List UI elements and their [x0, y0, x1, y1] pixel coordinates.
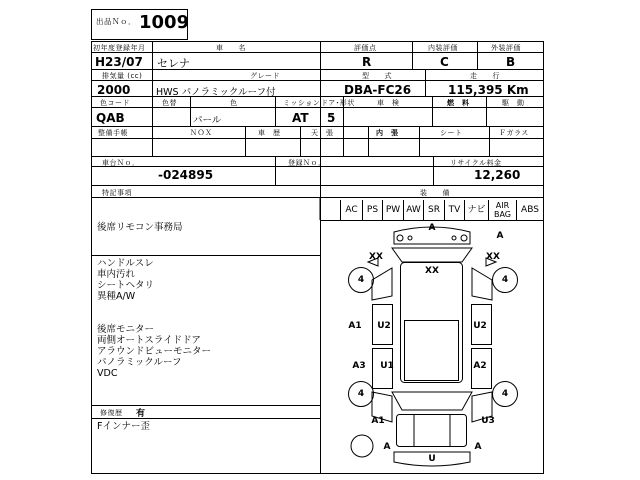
exterior-value: B [506, 55, 516, 69]
manual-label: 整備手帳 [98, 129, 128, 137]
tyre-rear-left: 4 [348, 381, 374, 407]
seat-label: シート [440, 129, 463, 137]
equipment-sr: SR [424, 200, 445, 220]
remarks-block1 [97, 258, 154, 302]
mark-xx-right: XX [486, 252, 500, 262]
mission-value: AT [292, 111, 309, 125]
chassis-label: 車台Ｎｏ． [102, 159, 140, 167]
repair-note: Fインナー歪 [97, 421, 150, 432]
tyre-front-left: 4 [348, 267, 374, 293]
equipment-divider [340, 200, 341, 220]
score-label: 評価点 [354, 44, 377, 52]
equipment-label: 装 備 [420, 189, 450, 197]
mark-xx-left: XX [369, 252, 383, 262]
fglass-label: Ｆガラス [499, 129, 529, 137]
year-value: H23/07 [95, 55, 143, 69]
color-value: パール [193, 115, 222, 126]
doors-value: 5 [327, 111, 336, 125]
repair-value: 有 [136, 409, 146, 419]
remark-line: 異種A/W [97, 291, 136, 302]
remarks-block2 [97, 324, 211, 379]
drive-label: 駆 動 [502, 99, 525, 107]
remark-line: 後席モニター [97, 324, 155, 335]
equipment-airbag: AIR BAG [489, 200, 517, 220]
remark-line: アラウンドビューモニター [97, 346, 212, 357]
color-change-label: 色替 [162, 99, 177, 107]
interior-value: C [440, 55, 449, 69]
chassis-value: -024895 [158, 168, 214, 182]
tyre-front-right: 4 [492, 267, 518, 293]
car-diagram-outline [351, 227, 496, 466]
equipment-tv: TV [445, 200, 465, 220]
color-code-value: QAB [96, 111, 125, 125]
equipment-navi: ナビ [465, 200, 489, 220]
exterior-label: 外装評価 [491, 44, 521, 52]
recycle-value: 12,260 [474, 168, 521, 182]
repair-label: 修復歴 [100, 409, 123, 417]
color-code-label: 色コード [100, 99, 130, 107]
mark-xx-center: XX [425, 266, 439, 276]
interior-trim-label: 内 張 [376, 129, 399, 137]
recycle-label: リサイクル料金 [450, 159, 502, 167]
equipment-pw: PW [383, 200, 404, 220]
remark-line: パノラミックルーフ [97, 357, 182, 368]
mark-a1-bottom: A1 [371, 416, 385, 426]
mark-a3: A3 [352, 361, 366, 371]
equipment-ac: AC [341, 200, 363, 220]
interior-label: 内装評価 [428, 44, 458, 52]
ceiling-label: 天 張 [311, 129, 334, 137]
inspection-label: 車 検 [377, 99, 400, 107]
doors-label: ドア･形状 [321, 99, 355, 107]
mark-a2: A2 [473, 361, 487, 371]
grade-label: グレード [250, 72, 280, 80]
mark-u2-left: U2 [377, 321, 391, 331]
history-label: 車 歴 [258, 129, 281, 137]
model-label: 型 式 [362, 72, 392, 80]
mark-front-a: A [428, 223, 436, 233]
mark-right-a: A [496, 231, 504, 241]
nox-label: ＮＯＸ [190, 129, 213, 137]
tyre-rear-right: 4 [492, 381, 518, 407]
cc-label: 排気量 (cc) [102, 72, 143, 80]
remarks-label: 特記事項 [102, 189, 132, 197]
color-label: 色 [230, 99, 238, 107]
name-value: セレナ [157, 57, 190, 70]
remarks-top: 後席リモコン事務局 [97, 222, 183, 233]
lot-number: 1009 [139, 12, 190, 33]
reg-label: 登録Ｎｏ． [288, 159, 326, 167]
mission-label: ミッション [283, 99, 321, 107]
score-value: R [362, 55, 372, 69]
mileage-value: 115,395 Km [448, 83, 529, 97]
fuel-label: 燃 料 [447, 99, 470, 107]
remark-line: シートヘタリ [97, 280, 155, 291]
mark-u3: U3 [481, 416, 495, 426]
equipment-aw: AW [404, 200, 424, 220]
mark-u1: U1 [380, 361, 394, 371]
remark-line: 両側オートスライドドア [97, 335, 201, 346]
model-value: DBA-FC26 [344, 83, 412, 97]
cc-value: 2000 [97, 83, 131, 97]
mark-u-bottom: U [428, 454, 436, 464]
mark-u2-right: U2 [473, 321, 487, 331]
year-label: 初年度登録年月 [93, 44, 146, 52]
mark-a1-left: A1 [348, 321, 362, 331]
mileage-label: 走 行 [470, 72, 500, 80]
mark-a-bottom-right: A [474, 442, 482, 452]
grade-value: HWS パノラミックルーフ付 [156, 87, 276, 98]
name-label: 車 名 [216, 44, 246, 52]
lot-label: 出品Ｎｏ． [96, 17, 136, 26]
remark-line: ハンドルスレ [97, 258, 154, 269]
equipment-ps: PS [363, 200, 383, 220]
equipment-abs: ABS [521, 205, 539, 215]
mark-a-bottom-left: A [383, 442, 391, 452]
remark-line: VDC [97, 368, 118, 379]
remark-line: 車内汚れ [97, 269, 136, 280]
